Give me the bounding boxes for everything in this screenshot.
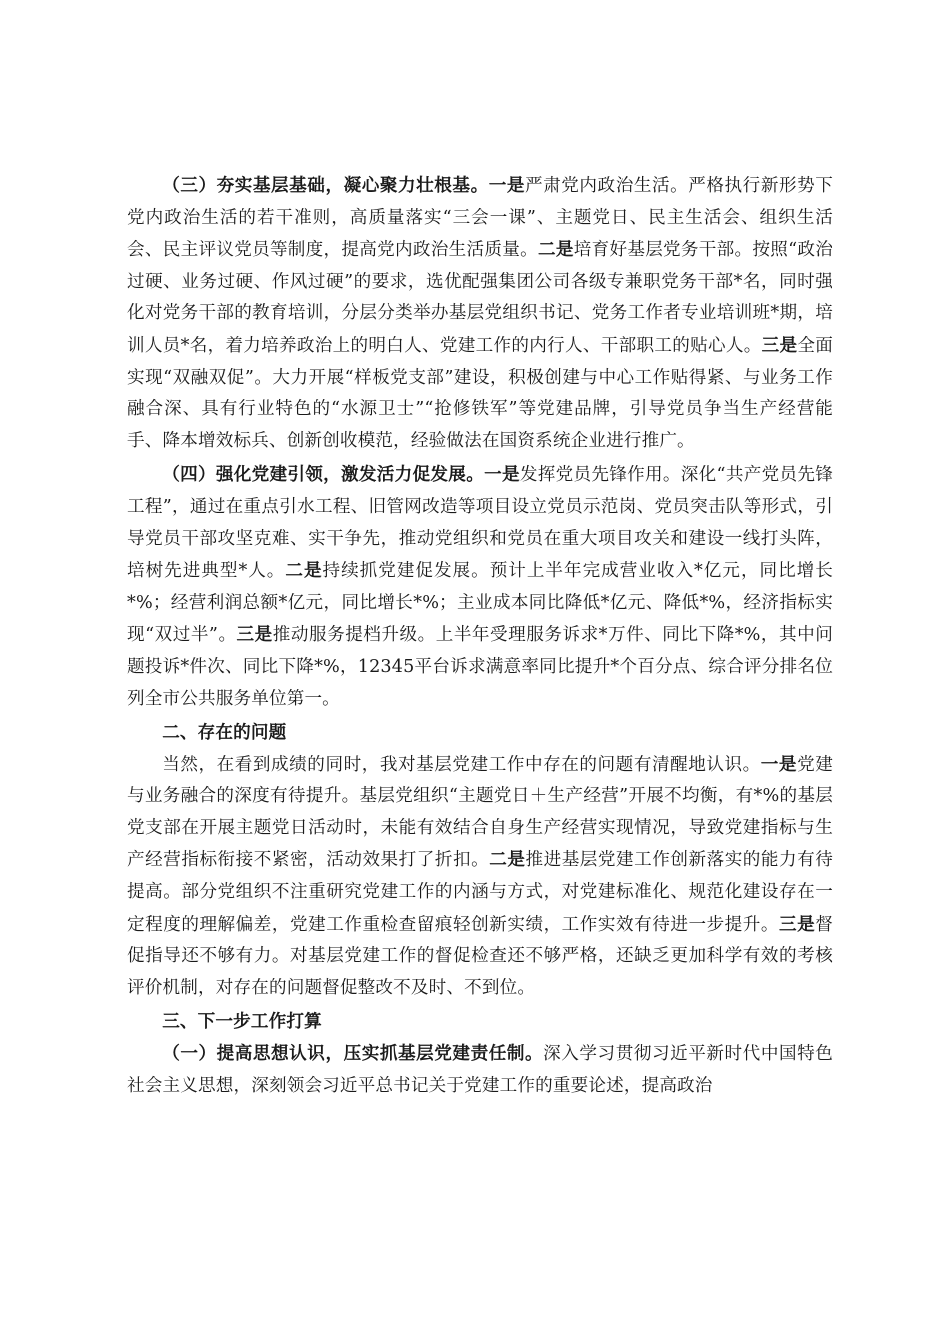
paragraph-section-one-item-3: [127, 170, 833, 457]
document-page: [127, 170, 833, 1102]
body-text: 推进基层党建工作创新落实的能力有待提高。部分党组织不注重研究党建工作的内涵与方式，对党建标准化、规范化建设存在一定程度的理解偏差，党建工作重检查留痕轻创新实绩，工作实效有待进一步提升。: [127, 850, 833, 935]
paragraph-section-three-item-1: [127, 1038, 833, 1102]
marker-first: 一是: [760, 753, 798, 775]
body-text: 培育好基层党务干部。按照“政治过硬、业务过硬、作风过硬”的要求，选优配强集团公司各级专兼职党务干部*名，同时强化对党务干部的教育培训，分层分类举办基层党组织书记、党务工作者专业培训班*期，培训人员*名，着力培养政治上的明白人、党建工作的内行人、干部职工的贴心人。: [127, 240, 834, 356]
section-three-heading: 三、下一步工作打算: [162, 1011, 322, 1033]
marker-first: 一是: [484, 464, 520, 486]
body-text: 严肃党内政治生活。严格执行新形势下党内政治生活的若干准则，高质量落实“三会一课”、主题党日、民主生活会、组织生活会、民主评议党员等制度，提高党内政治生活质量。: [127, 176, 833, 261]
marker-third: 三是: [779, 913, 816, 935]
item-title: （三）夯实基层基础，凝心聚力壮根基。: [162, 175, 489, 196]
body-text: 发挥党员先锋作用。深化“共产党员先锋工程”，通过在重点引水工程、旧管网改造等项目设立党员示范岗、党员突击队等形式，引导党员干部攻坚克难、实干争先，推动党组织和党员在重大项目攻关和建设一线打头阵，培树先进典型*人。: [127, 465, 833, 582]
marker-second: 二是: [489, 849, 526, 871]
marker-third: 三是: [761, 334, 798, 356]
body-text: 当然，在看到成绩的同时，我对基层党建工作中存在的问题有清醒地认识。: [162, 754, 761, 775]
paragraph-section-two: [127, 749, 833, 1005]
item-title: （一）提高思想认识，压实抓基层党建责任制。: [162, 1043, 544, 1065]
marker-third: 三是: [236, 624, 273, 646]
section-two-heading: 二、存在的问题: [162, 722, 287, 744]
body-text: 督促指导还不够有力。对基层党建工作的督促检查还不够严格，还缺乏更加科学有效的考核评价机制，对存在的问题督促整改不及时、不到位。: [127, 914, 833, 998]
body-text: 党建与业务融合的深度有待提升。基层党组织“主题党日＋生产经营”开展不均衡，有*%的基层党支部在开展主题党日活动时，未能有效结合自身生产经营实现情况，导致党建指标与生产经营指标衔接不紧密，活动效果打了折扣。: [127, 754, 833, 871]
body-text: 推动服务提档升级。上半年受理服务诉求*万件、同比下降*%，其中问题投诉*件次、同比下降*%，12345平台诉求满意率同比提升*个百分点、综合评分排名位列全市公共服务单位第一。: [127, 625, 833, 709]
body-text: 全面实现“双融双促”。大力开展“样板党支部”建设，积极创建与中心工作贴得紧、与业务工作融合深、具有行业特色的“水源卫士”“抢修铁军”等党建品牌，引导党员争当生产经营能手、降本增效标兵、创新创收模范，经验做法在国资系统企业进行推广。: [127, 335, 833, 451]
marker-first: 一是: [488, 175, 525, 196]
marker-second: 二是: [285, 560, 323, 582]
paragraph-section-one-item-4: [127, 459, 833, 715]
body-text: 深入学习贯彻习近平新时代中国特色社会主义思想，深刻领会习近平总书记关于党建工作的重要论述，提高政治: [127, 1044, 833, 1096]
marker-second: 二是: [537, 239, 574, 261]
item-title: （四）强化党建引领，激发活力促发展。: [162, 464, 485, 486]
body-text: 持续抓党建促发展。预计上半年完成营业收入*亿元，同比增长*%；经营利润总额*亿元，同比增长*%；主业成本同比降低*亿元、降低*%，经济指标实现“双过半”。: [127, 561, 833, 646]
